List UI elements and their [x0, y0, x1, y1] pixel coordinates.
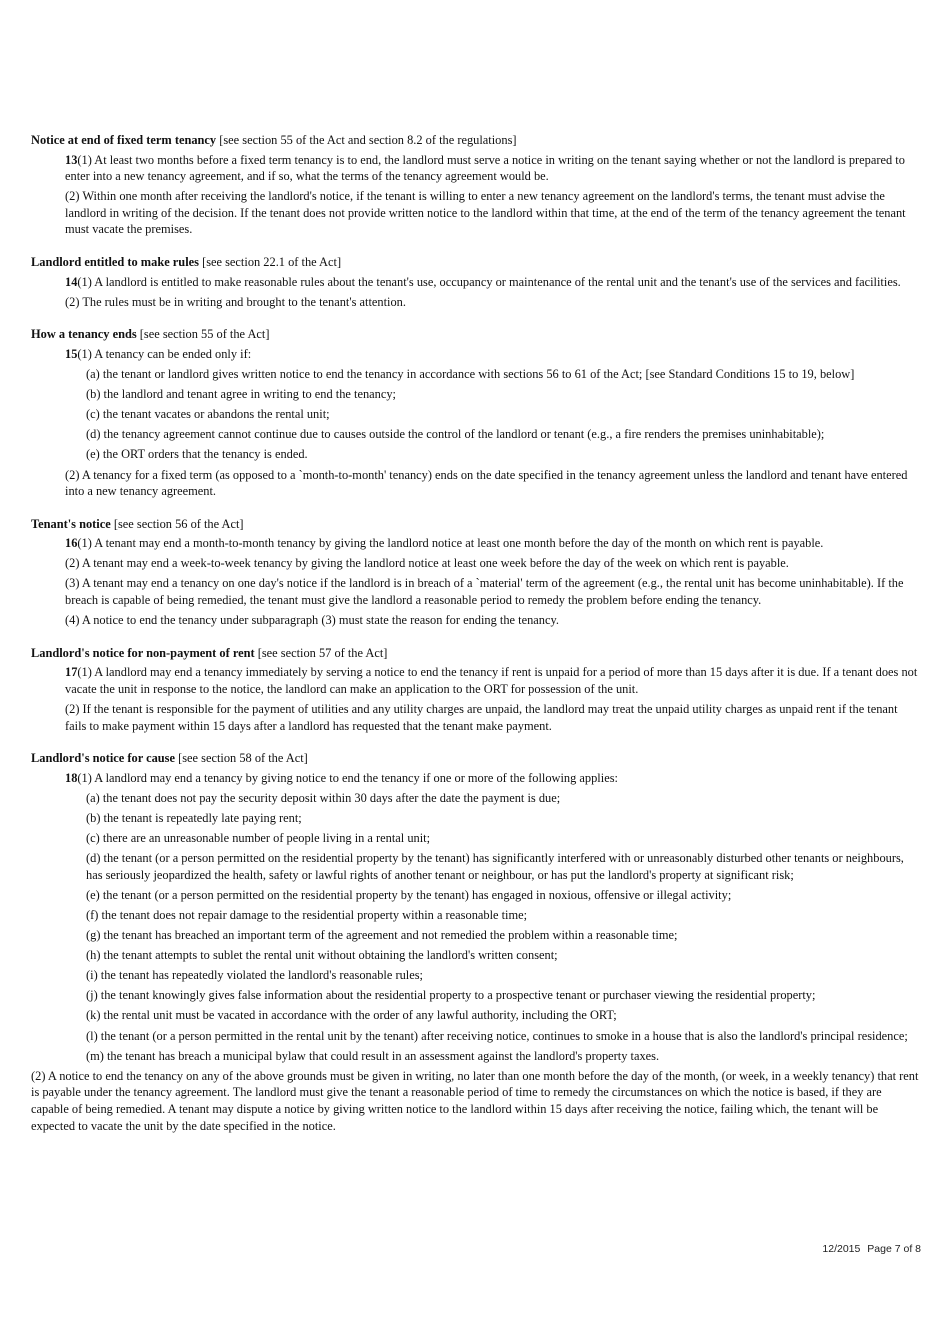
clause-text: (g) the tenant has breached an important term of the agreement and not remedied the problem within a reasonable time; [86, 928, 678, 943]
sub-clause [86, 987, 919, 1004]
sub-clause [86, 947, 919, 964]
clause-text: (m) the tenant has breach a municipal bylaw that could result in an assessment against the landlord's property taxes. [86, 1048, 660, 1063]
clause-text: (b) the tenant is repeatedly late paying rent; [86, 811, 302, 825]
clause [65, 346, 919, 363]
clause-text: (2) The rules must be in writing and brought to the tenant's attention. [65, 294, 406, 309]
sub-clause [86, 426, 919, 443]
section-title: Notice at end of fixed term tenancy [31, 133, 217, 147]
sub-clause [86, 790, 919, 807]
sub-clause [86, 1007, 919, 1024]
section-reference: [see section 55 of the Act and section 8.2 of the regulations] [216, 133, 517, 147]
clause-number: 16 [65, 536, 78, 551]
section [31, 750, 919, 1134]
clause-text: (b) the landlord and tenant agree in writing to end the tenancy; [86, 387, 397, 402]
section-title: Landlord entitled to make rules [31, 255, 199, 270]
clause-text: (2) A tenancy for a fixed term (as opposed to a `month-to-month' tenancy) ends on the date specified in the tenancy agreement unless the landlord and tenant have entered into a new tenancy agreement. [65, 467, 908, 499]
clause-text: (2) A notice to end the tenancy on any of the above grounds must be given in writing, no later than one month before the day of the month, (or week, in a weekly tenancy) that rent is payable under the tenancy agreement. The landlord must give the tenant a reasonable period of time to remedy the circumstances on which the notice is based, if they are capable of being remedied. A tenant may dispute a notice by giving written notice to the landlord within 15 days after receiving the notice, failing which, the tenant will be expected to vacate the unit by the date specified in the notice. [31, 1068, 919, 1133]
section-heading [31, 132, 919, 149]
page-footer [822, 1243, 921, 1255]
clause-text: (1) A landlord may end a tenancy by giving notice to end the tenancy if one or more of the following applies: [77, 770, 618, 785]
clause [65, 612, 919, 629]
clause-text: (h) the tenant attempts to sublet the rental unit without obtaining the landlord's written consent; [86, 948, 558, 963]
clause-text: (a) the tenant or landlord gives written notice to end the tenancy in accordance with sections 56 to 61 of the Act; [see Standard Conditions 15 to 19, below] [86, 367, 855, 382]
section [31, 645, 919, 734]
clause [31, 1068, 919, 1134]
clause-text: (1) A tenant may end a month-to-month tenancy by giving the landlord notice at least one month before the day of the month on which rent is payable. [77, 536, 824, 551]
sub-clause [86, 1028, 919, 1045]
clause [65, 575, 919, 608]
clause-text: (d) the tenant (or a person permitted on the residential property by the tenant) has significantly interfered with or unreasonably disturbed other tenants or neighbours, has seriously jeopardized the health, safety or lawful rights of another tenant or neighbour, or has put the landlord's property at significant risk; [86, 851, 904, 882]
clause-text: (e) the ORT orders that the tenancy is ended. [86, 447, 308, 462]
clause-text: (1) A landlord is entitled to make reasonable rules about the tenant's use, occupancy or maintenance of the rental unit and the tenant's use of the services and facilities. [77, 274, 901, 289]
clause [65, 152, 919, 185]
sub-clause [86, 810, 919, 827]
footer-page-number: Page 7 of 8 [867, 1243, 921, 1255]
clause-number: 17 [65, 665, 78, 680]
clause-text: (e) the tenant (or a person permitted on the residential property by the tenant) has engaged in noxious, offensive or illegal activity; [86, 887, 732, 902]
sub-clause [86, 406, 919, 423]
clause-text: (c) the tenant vacates or abandons the rental unit; [86, 407, 330, 422]
section-title: Landlord's notice for non-payment of rent [31, 645, 255, 660]
clause-text: (1) A tenancy can be ended only if: [77, 346, 252, 361]
document-body [31, 132, 919, 1150]
clause-number: 15 [65, 346, 78, 361]
clause-text: (k) the rental unit must be vacated in accordance with the order of any lawful authority, including the ORT; [86, 1008, 617, 1023]
section [31, 516, 919, 629]
section-reference: [see section 22.1 of the Act] [198, 255, 342, 270]
clause-text: (2) If the tenant is responsible for the payment of utilities and any utility charges are unpaid, the landlord may treat the unpaid utility charges as unpaid rent if the tenant fails to make payment within 15 days after a landlord has requested that the tenant make payment. [65, 702, 898, 733]
section-reference: [see section 56 of the Act] [110, 516, 244, 531]
clause-text: (1) A landlord may end a tenancy immediately by serving a notice to end the tenancy if rent is unpaid for a period of more than 15 days after it is due. If a tenant does not vacate the unit in response to the notice, the landlord can make an application to the ORT for possession of the unit. [65, 665, 918, 696]
clause [65, 664, 919, 697]
clause-text: (2) Within one month after receiving the landlord's notice, if the tenant is willing to enter a new tenancy agreement on the landlord's terms, the tenant must advise the landlord in writing of the decision. If the tenant does not provide written notice to the landlord within that time, at the end of the term of the tenancy agreement the tenant must vacate the premises. [65, 189, 906, 237]
clause [65, 274, 919, 291]
section-title: How a tenancy ends [31, 327, 137, 342]
clause [65, 535, 919, 552]
clause-text: (f) the tenant does not repair damage to the residential property within a reasonable time; [86, 907, 528, 922]
section [31, 326, 919, 499]
sub-clause [86, 887, 919, 904]
sub-clause [86, 830, 919, 847]
sub-clause [86, 967, 919, 984]
clause-text: (4) A notice to end the tenancy under subparagraph (3) must state the reason for ending the tenancy. [65, 613, 559, 628]
section-heading [31, 750, 919, 767]
clause [65, 701, 919, 734]
clause-text: (c) there are an unreasonable number of people living in a rental unit; [86, 831, 431, 846]
section [31, 254, 919, 310]
clause-text: (j) the tenant knowingly gives false information about the residential property to a prospective tenant or purchaser viewing the residential property; [86, 988, 816, 1003]
sub-clause [86, 907, 919, 924]
section-title: Tenant's notice [31, 516, 111, 531]
section-reference: [see section 58 of the Act] [175, 751, 308, 766]
sub-clause [86, 927, 919, 944]
clause-text: (d) the tenancy agreement cannot continue due to causes outside the control of the landlord or tenant (e.g., a fire renders the premises uninhabitable); [86, 427, 825, 442]
clause [65, 555, 919, 572]
section-heading [31, 254, 919, 271]
clause-number: 13 [65, 152, 78, 167]
section-title: Landlord's notice for cause [31, 751, 175, 766]
clause-number: 14 [65, 274, 78, 289]
clause [65, 467, 919, 500]
footer-date: 12/2015 [822, 1243, 861, 1255]
section-heading [31, 516, 919, 533]
sub-clause [86, 386, 919, 403]
sub-clause [86, 446, 919, 463]
sub-clause [86, 366, 919, 383]
section-heading [31, 326, 919, 343]
clause-text: (3) A tenant may end a tenancy on one day's notice if the landlord is in breach of a `material' term of the agreement (e.g., the rental unit has become uninhabitable). If the breach is capable of being remedied, the tenant must give the landlord a reasonable period to remedy the problem before ending the tenancy. [65, 576, 904, 608]
section [31, 132, 919, 238]
clause-text: (2) A tenant may end a week-to-week tenancy by giving the landlord notice at least one week before the day of the week on which rent is payable. [65, 556, 789, 571]
clause-text: (i) the tenant has repeatedly violated the landlord's reasonable rules; [86, 968, 423, 983]
section-reference: [see section 57 of the Act] [254, 645, 388, 660]
clause [65, 294, 919, 311]
clause-text: (l) the tenant (or a person permitted in the rental unit by the tenant) after receiving notice, continues to smoke in a house that is also the landlord's principal residence; [86, 1028, 908, 1043]
clause-text: (1) At least two months before a fixed term tenancy is to end, the landlord must serve a notice in writing on the tenant saying whether or not the landlord is prepared to enter into a new tenancy agreement, and if so, what the terms of the tenancy agreement would be. [65, 152, 905, 184]
section-reference: [see section 55 of the Act] [136, 327, 270, 342]
clause-number: 18 [65, 770, 78, 785]
section-heading [31, 645, 919, 662]
sub-clause [86, 850, 919, 883]
sub-clause [86, 1048, 919, 1065]
clause [65, 188, 919, 238]
clause-text: (a) the tenant does not pay the security deposit within 30 days after the date the payment is due; [86, 790, 561, 805]
clause [65, 770, 919, 787]
